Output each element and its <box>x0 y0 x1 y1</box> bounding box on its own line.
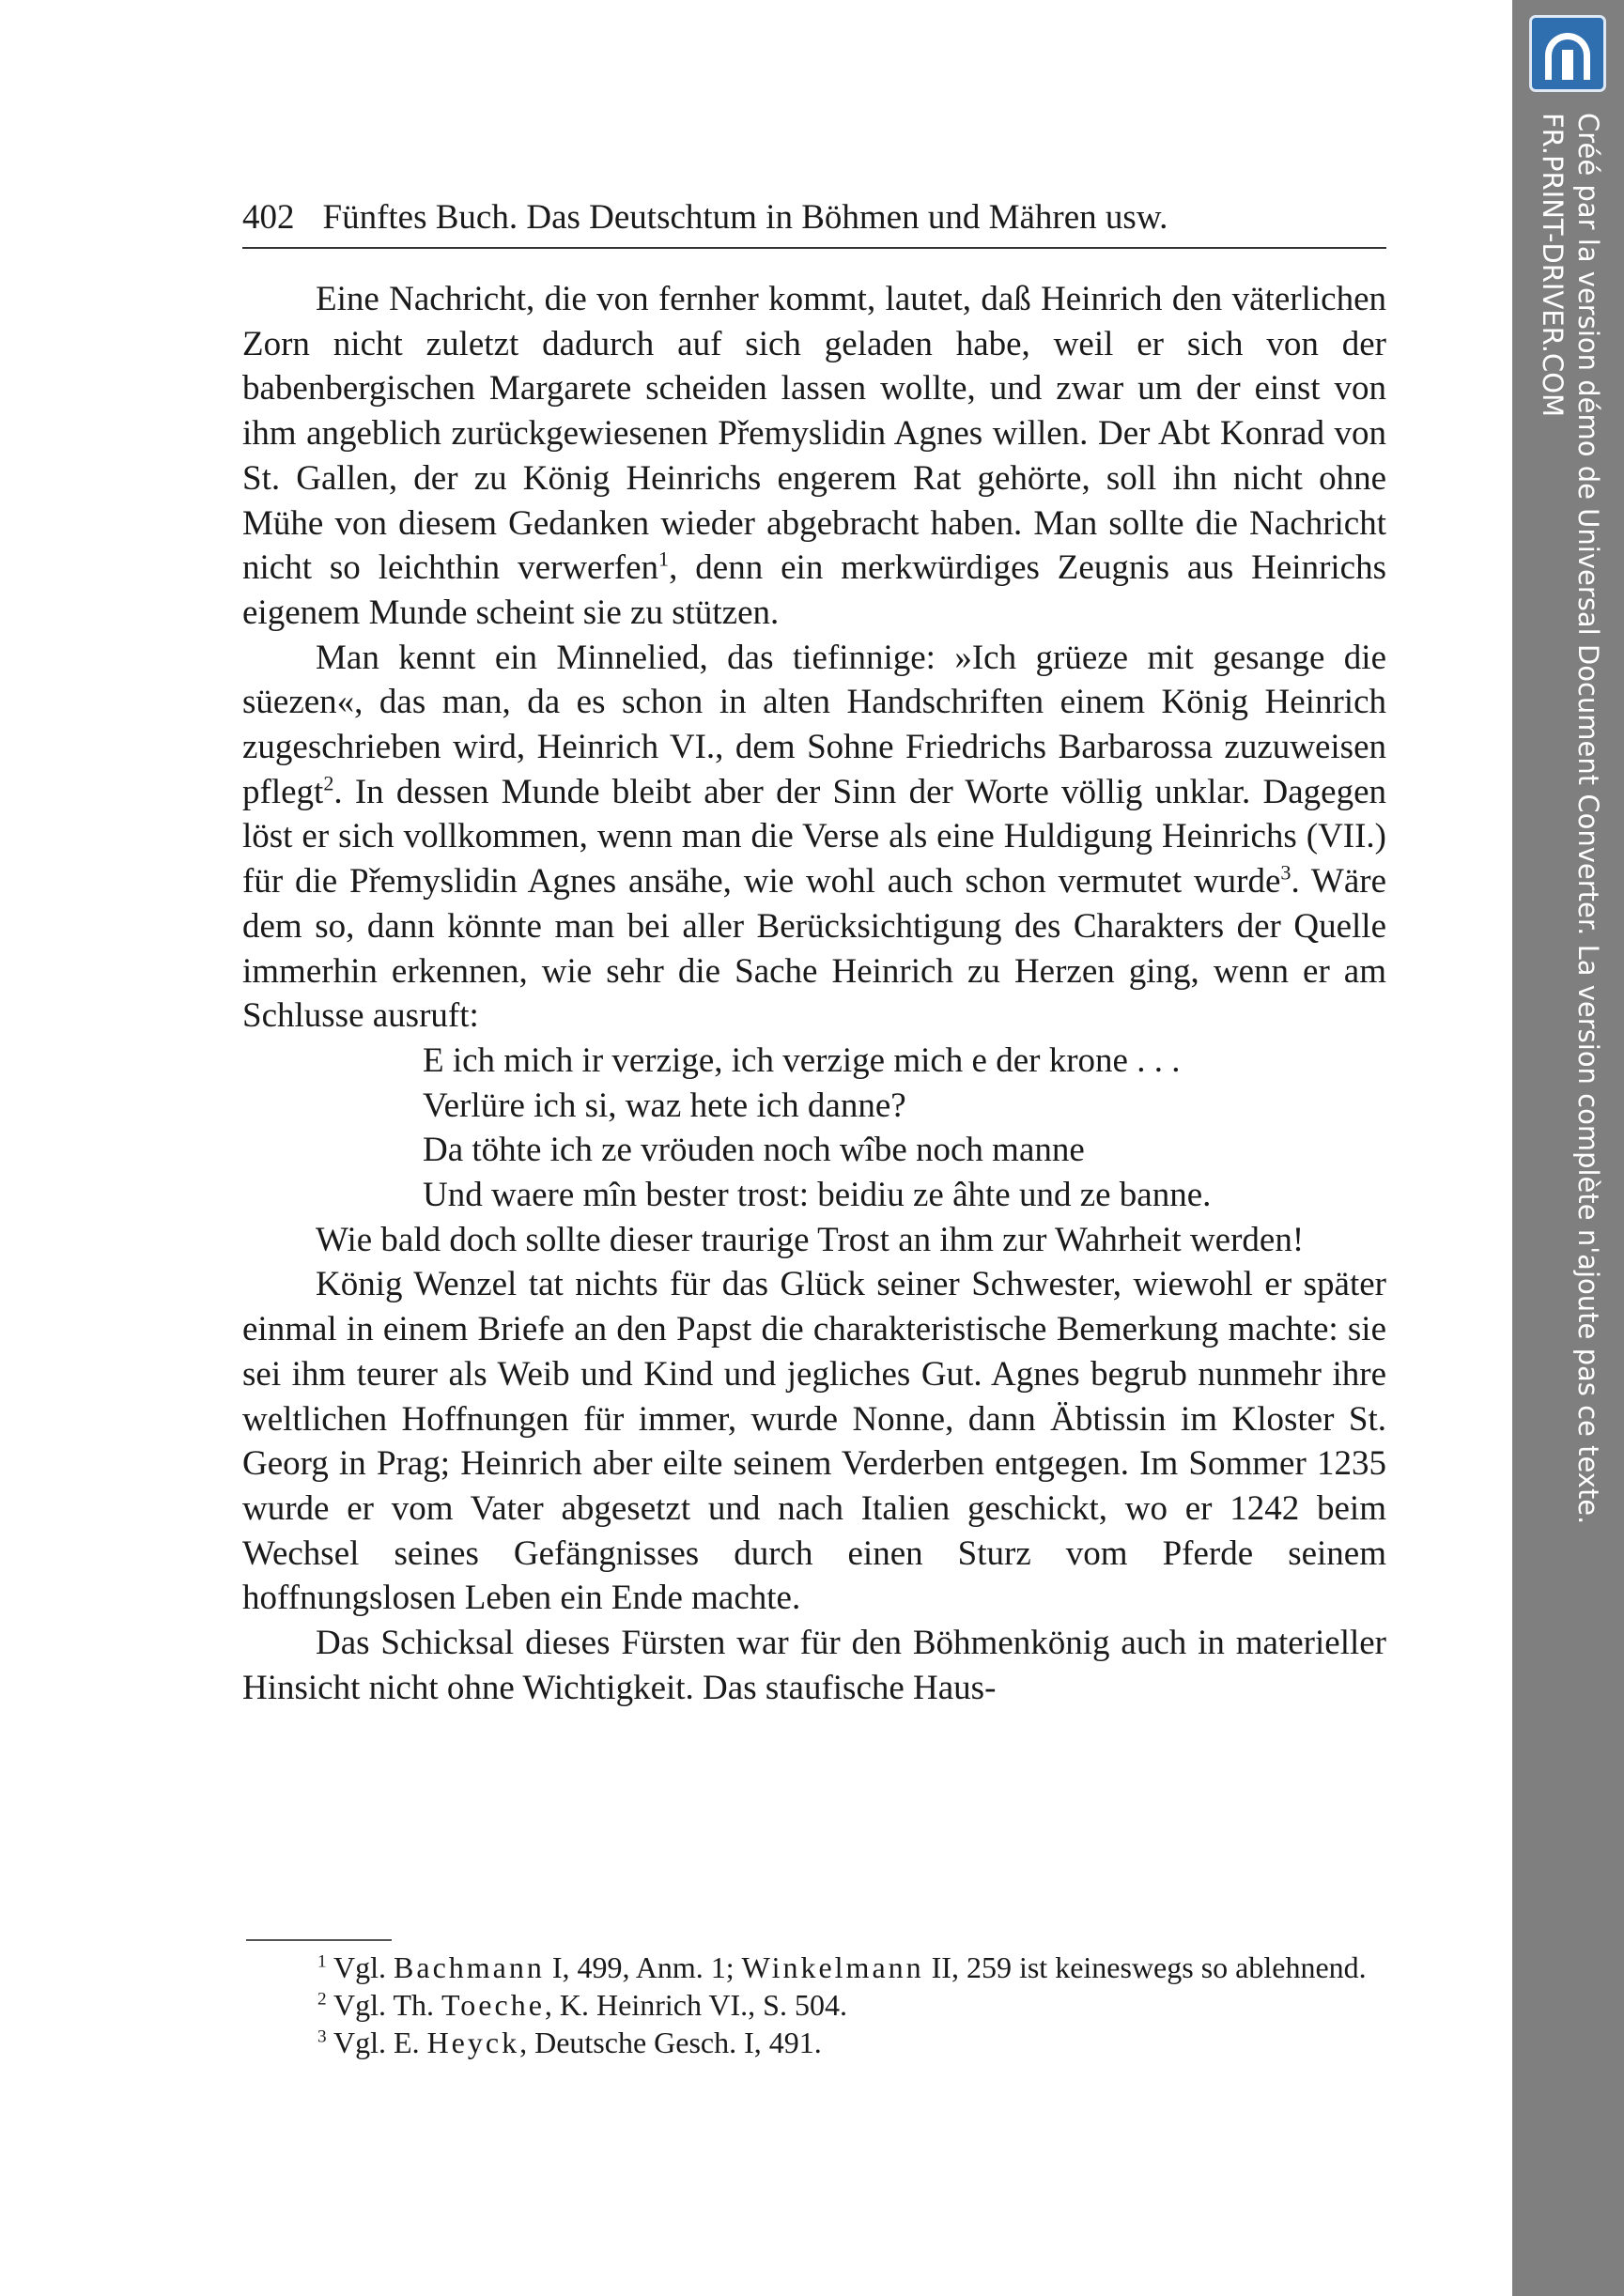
footnote-text: II, 259 ist keineswegs so ablehnend. <box>923 1950 1367 1984</box>
paragraph-text: . In dessen Munde bleibt aber der Sinn der Worte völlig unklar. Dagegen löst er sich vollkommen, wenn man die Verse als eine Huldigung Heinrichs (VII.) für die Přemyslidin Agnes ansähe, wie wohl auch schon vermutet wurde <box>242 772 1386 901</box>
paragraph-3: Wie bald doch sollte dieser traurige Trost an ihm zur Wahrheit werden! <box>316 1220 1305 1259</box>
footnote-text: , K. Heinrich VI., S. 504. <box>544 1988 847 2022</box>
watermark-text <box>1535 113 1606 1525</box>
footnote-number: 1 <box>317 1951 327 1972</box>
footnote-number: 2 <box>317 1989 327 2010</box>
author-name: Bachmann <box>394 1950 545 1984</box>
verse-line: Verlüre ich si, waz hete ich danne? <box>423 1086 906 1125</box>
paragraph-text: , denn ein merkwürdiges Zeugnis aus Heinrichs eigenem Munde scheint sie zu stützen. <box>242 548 1386 632</box>
watermark-line-2: FR.PRINT-DRIVER.COM <box>1537 113 1569 418</box>
paragraph-4: König Wenzel tat nichts für das Glück seiner Schwester, wiewohl er später einmal in einem Briefe an den Papst die charakteristische Bemerkung machte: sie sei ihm teurer als Weib und Kind und jegliches Gut. Agnes begrub nunmehr ihre weltlichen Hoffnungen für immer, wurde Nonne, dann Äbtissin im Kloster St. Georg in Prag; Heinrich aber eilte seinem Verderben entgegen. Im Sommer 1235 wurde er vom Vater abgesetzt und nach Italien geschickt, wo er 1242 beim Wechsel seines Gefängnisses durch einen Sturz vom Pferde seinem hoffnungslosen Leben ein Ende machte. <box>242 1265 1386 1618</box>
footnote-text: Vgl. E. <box>333 2026 427 2059</box>
paragraph-text: Man kennt ein Minnelied, das tiefinnige: »Ich grüeze mit gesange die süezen«, das man, da es schon in alten Handschriften einem König Heinrich zugeschrieben wird, Heinrich VI., dem Sohne Friedrichs Barbarossa zuzuweisen pflegt <box>242 638 1386 811</box>
author-name: Winkelmann <box>741 1950 924 1984</box>
watermark-line-1: Créé par la version démo de Universal Document Converter. La version complète n'ajoute pas ce texte. <box>1572 113 1604 1525</box>
author-name: Heyck <box>426 2026 520 2059</box>
footnote-text: Vgl. Th. <box>333 1988 441 2022</box>
footnote-text: Vgl. <box>333 1950 394 1984</box>
udc-logo-icon <box>1529 15 1606 92</box>
verse-line: Und waere mîn bester trost: beidiu ze âhte und ze banne. <box>423 1176 1212 1215</box>
paragraph-2 <box>242 636 1386 1039</box>
footnote-text: I, 499, Anm. 1; <box>544 1950 742 1984</box>
footnote-rule <box>246 1939 392 1941</box>
body-text <box>242 277 1386 1711</box>
verse-line: Da töhte ich ze vröuden noch wîbe noch manne <box>423 1131 1085 1170</box>
page-number: 402 <box>242 198 295 237</box>
paragraph-5: Das Schicksal dieses Fürsten war für den Böhmenkönig auch in materieller Hinsicht nicht ohne Wichtigkeit. Das staufische Haus- <box>242 1624 1386 1707</box>
footnote-ref: 3 <box>1280 860 1291 885</box>
verse-block <box>242 1039 1386 1218</box>
paragraph-1 <box>242 277 1386 636</box>
footnote-ref: 2 <box>323 771 334 795</box>
footnote-1 <box>242 1949 1386 1986</box>
running-title: Fünftes Buch. Das Deutschtum in Böhmen und Mähren usw. <box>322 198 1168 237</box>
verse-line: E ich mich ir verzige, ich verzige mich e der krone . . . <box>423 1040 1181 1080</box>
author-name: Toeche <box>441 1988 545 2022</box>
header-rule <box>242 247 1386 249</box>
paragraph-text: Eine Nachricht, die von fernher kommt, lautet, daß Heinrich den väterlichen Zorn nicht zuletzt dadurch auf sich geladen habe, weil er sich von der babenbergischen Margarete scheiden lassen wollte, und zwar um der einst von ihm angeblich zurückgewiesenen Přemyslidin Agnes willen. Der Abt Konrad von St. Gallen, der zu König Heinrichs engerem Rat gehörte, soll ihn nicht ohne Mühe von diesem Gedanken wieder abgebracht haben. Man sollte die Nachricht nicht so leichthin verwerfen <box>242 280 1386 588</box>
footnote-text: , Deutsche Gesch. I, 491. <box>519 2026 822 2059</box>
footnote-2 <box>242 1986 1386 2024</box>
page-header <box>242 195 1386 240</box>
footnote-ref: 1 <box>658 547 670 571</box>
footnote-number: 3 <box>317 2026 327 2047</box>
footnotes <box>242 1949 1386 2061</box>
footnote-3 <box>242 2024 1386 2061</box>
paragraph-text: . Wäre dem so, dann könnte man bei aller Berücksichtigung des Charakters der Quelle immerhin erkennen, wie sehr die Sache Heinrich zu Herzen ging, wenn er am Schlusse ausruft: <box>242 862 1386 1036</box>
